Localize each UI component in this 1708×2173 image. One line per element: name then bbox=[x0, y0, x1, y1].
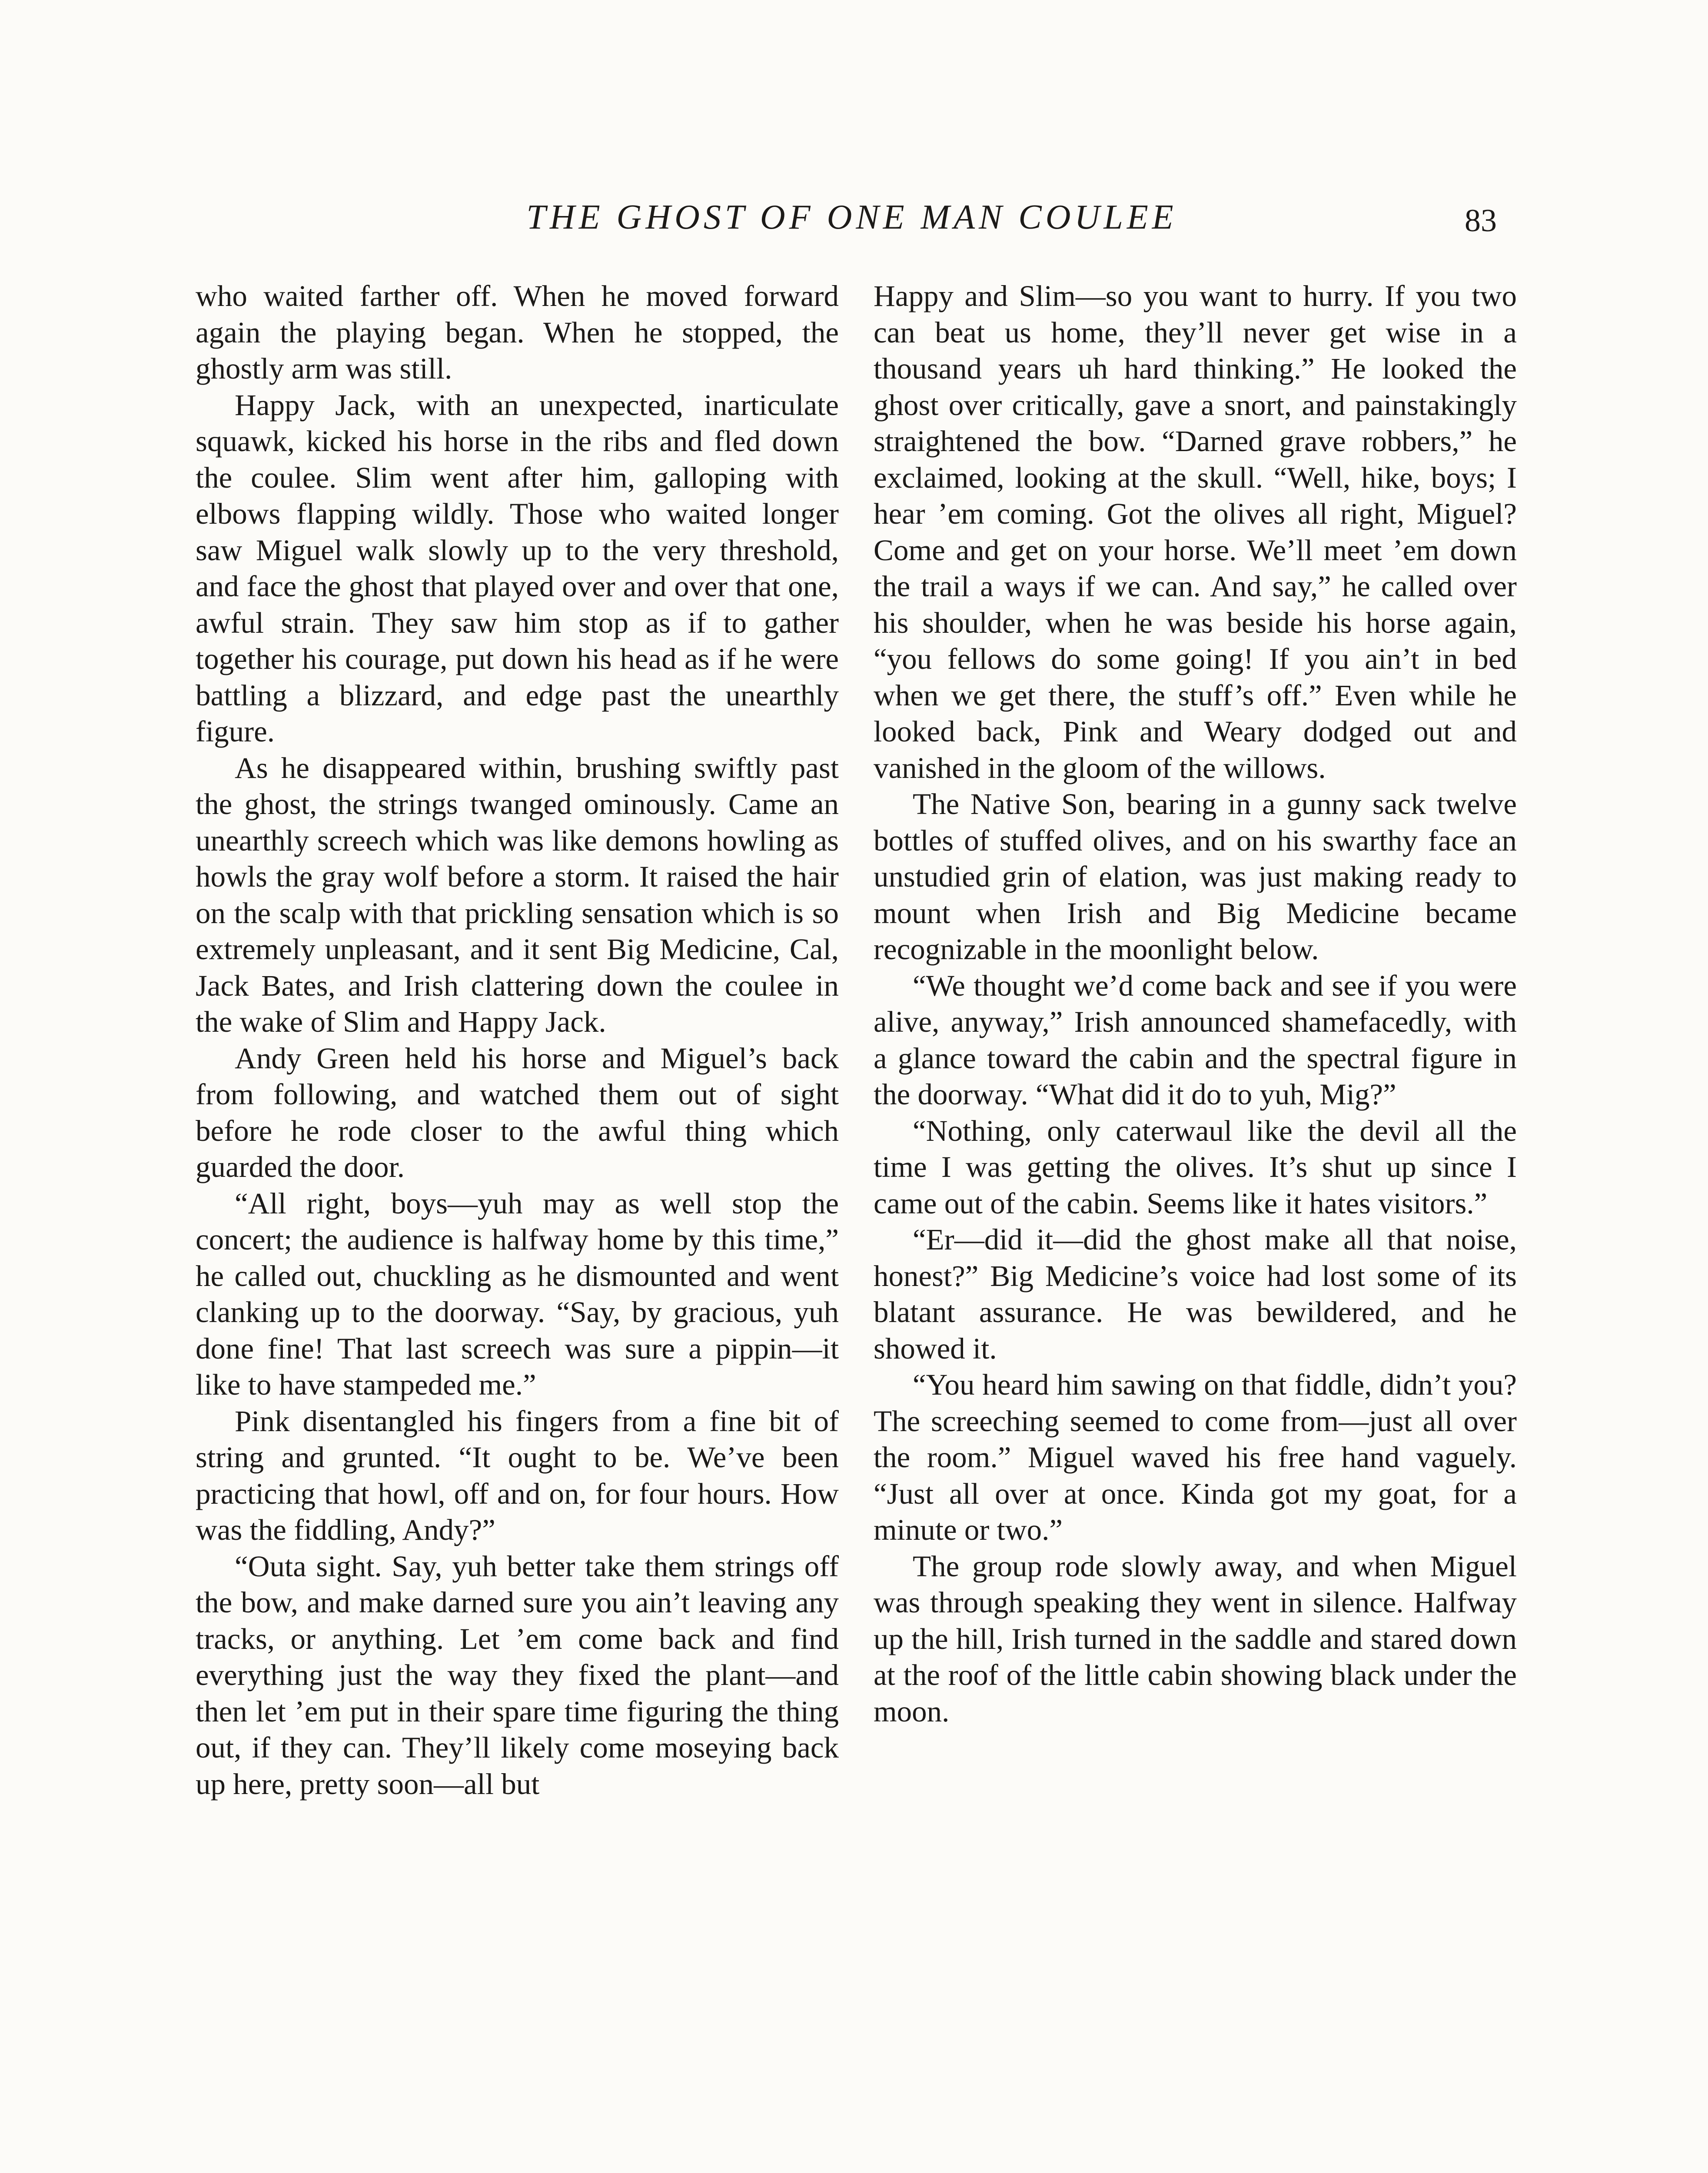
paragraph: As he disappeared within, brushing swiftly past the ghost, the strings twanged ominously. Came an unearthly screech which was like demons howling as howls the gray wolf before a storm. It raised the hair on the scalp with that prickling sensation which is so extremely unpleasant, and it sent Big Medicine, Cal, Jack Bates, and Irish clattering down the coulee in the wake of Slim and Happy Jack. bbox=[196, 751, 839, 1038]
paragraph: The group rode slowly away, and when Miguel was through speaking they went in silence. Halfway up the hill, Irish turned in the saddle and stared down at the roof of the little cabin showing black under the moon. bbox=[874, 1549, 1517, 1728]
paragraph: The Native Son, bearing in a gunny sack twelve bottles of stuffed olives, and on his swarthy face an unstudied grin of elation, was just making ready to mount when Irish and Big Medicine became recognizable in the moonlight below. bbox=[874, 787, 1517, 966]
paragraph: “All right, boys—yuh may as well stop the concert; the audience is halfway home by this time,” he called out, chuckling as he dismounted and went clanking up to the doorway. “Say, by gracious, yuh done fine! That last screech was sure a pippin—it like to have stampeded me.” bbox=[196, 1186, 839, 1401]
paragraph: “Er—did it—did the ghost make all that noise, honest?” Big Medicine’s voice had lost some of its blatant assurance. He was bewildered, and he showed it. bbox=[874, 1223, 1517, 1365]
paragraph: Happy Jack, with an unexpected, inarticulate squawk, kicked his horse in the ribs and fled down the coulee. Slim went after him, galloping with elbows flapping wildly. Those who waited longer saw Miguel walk slowly up to the very threshold, and face the ghost that played over and over that one, awful strain. They saw him stop as if to gather together his courage, put down his head as if he were battling a blizzard, and edge past the unearthly figure. bbox=[196, 388, 839, 748]
right-column bbox=[874, 278, 1517, 1730]
page-header bbox=[0, 191, 1708, 248]
paragraph: “We thought we’d come back and see if you were alive, anyway,” Irish announced shamefacedly, with a glance toward the cabin and the spectral figure in the doorway. “What did it do to yuh, Mig?” bbox=[874, 969, 1517, 1111]
paragraph: Andy Green held his horse and Miguel’s back from following, and watched them out of sight before he rode closer to the awful thing which guarded the door. bbox=[196, 1041, 839, 1183]
paragraph: “Outa sight. Say, yuh better take them strings off the bow, and make darned sure you ain’t leaving any tracks, or anything. Let ’em come back and find everything just the way they fixed the plant—and then let ’em put in their spare time figuring the thing out, if they can. They’ll likely come moseying back up here, pretty soon—all but bbox=[196, 1549, 839, 1801]
page-number: 83 bbox=[1465, 203, 1497, 239]
running-title: THE GHOST OF ONE MAN COULEE bbox=[526, 198, 1177, 236]
paragraph: Happy and Slim—so you want to hurry. If you two can beat us home, they’ll never get wise in a thousand years uh hard thinking.” He looked the ghost over critically, gave a snort, and painstakingly straightened the bow. “Darned grave robbers,” he exclaimed, looking at the skull. “Well, hike, boys; I hear ’em coming. Got the olives all right, Miguel? Come and get on your horse. We’ll meet ’em down the trail a ways if we can. And say,” he called over his shoulder, when he was beside his horse again, “you fellows do some going! If you ain’t in bed when we get there, the stuff’s off.” Even while he looked back, Pink and Weary dodged out and vanished in the gloom of the willows. bbox=[874, 279, 1517, 784]
paragraph: “Nothing, only caterwaul like the devil all the time I was getting the olives. It’s shut up since I came out of the cabin. Seems like it hates visitors.” bbox=[874, 1114, 1517, 1220]
paragraph: “You heard him sawing on that fiddle, didn’t you? The screeching seemed to come from—just all over the room.” Miguel waved his free hand vaguely. “Just all over at once. Kinda got my goat, for a minute or two.” bbox=[874, 1368, 1517, 1546]
left-column bbox=[196, 278, 839, 1802]
paragraph: who waited farther off. When he moved forward again the playing began. When he stopped, the ghostly arm was still. bbox=[196, 279, 839, 385]
paragraph: Pink disentangled his fingers from a fine bit of string and grunted. “It ought to be. We’ve been practicing that howl, off and on, for four hours. How was the fiddling, Andy?” bbox=[196, 1404, 839, 1546]
